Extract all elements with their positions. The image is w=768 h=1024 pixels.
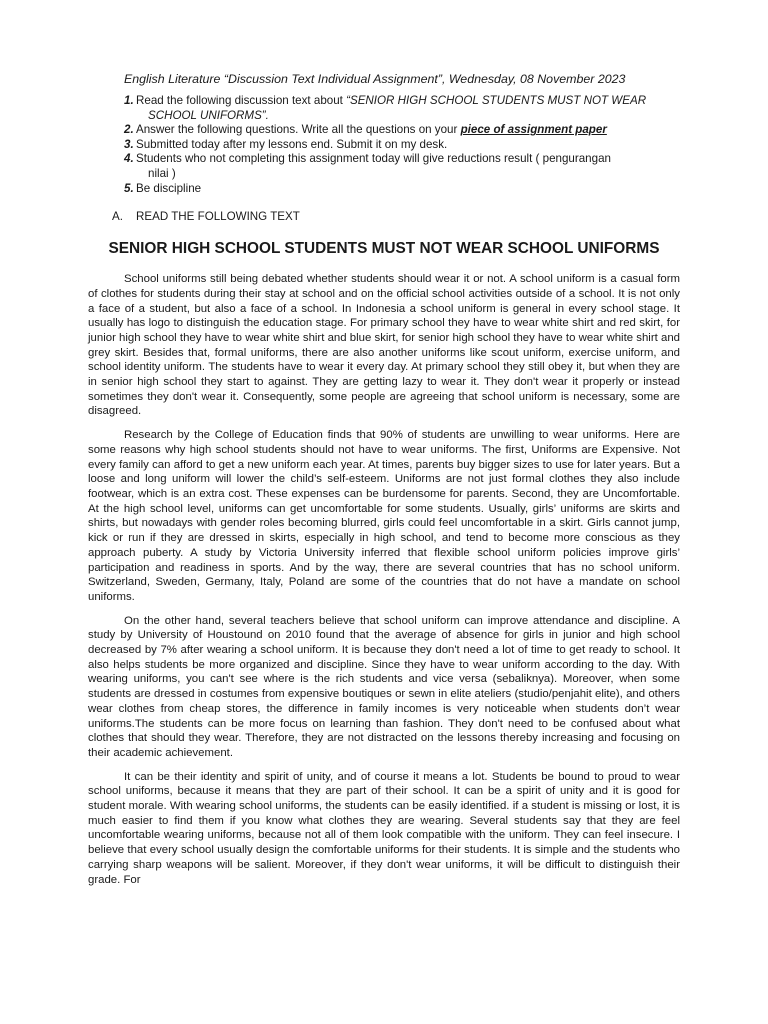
- instruction-number-5: 5.: [124, 181, 134, 195]
- instruction-item-3: [124, 138, 680, 153]
- paragraph-1: School uniforms still being debated whether students should wear it or not. A school uniform is a casual form of clothes for students during their stay at school and on the official school activities outside of a school. It is not only a face of a student, but also a face of a school. In Indonesia a school uniform is general in every school stage. It usually has logo to distinguish the education stage. For primary school they have to wear white shirt and red skirt, for junior high school they have to wear white shirt and blue skirt, for senior high school they have to wear white shirt and grey skirt. Besides that, formal uniforms, there are also another uniforms like scout uniform, exercise uniform, and school identity uniform. The students have to wear it every day. At primary school they still obey it, but when they are in senior high school they start to against. They are getting lazy to wear it. They don't wear it properly or instead sometimes they don't wear it. Consequently, some people are agreeing that school uniform is necessary, some are disagreed.: [88, 273, 680, 418]
- instruction-number-4: 4.: [124, 152, 134, 166]
- instruction-4-continuation: nilai ): [148, 166, 176, 180]
- instruction-1-prefix: Read the following discussion text about: [136, 94, 347, 107]
- assignment-header: English Literature “Discussion Text Individual Assignment”, Wednesday, 08 November 2023: [124, 72, 626, 86]
- instruction-1-title: “SENIOR HIGH SCHOOL STUDENTS MUST NOT WEAR: [346, 94, 647, 107]
- paragraph-3: On the other hand, several teachers believe that school uniform can improve attendance and discipline. A study by University of Houstound on 2010 found that the average of absence for girls in junior and high school decreased by 7% after wearing a school uniform. It is because they don't need a lot of time to get ready to school. It also helps students be more organized and discipline. Since they have to wear uniform according to the day. With wearing uniforms, you can't see where is the rich students and vice versa (sebaliknya). Moreover, when some students are dressed in costumes from expensive boutiques or sewn in elite ateliers (studio/penjahit elite), and others wear clothes from cheap stores, the difference in family incomes is very noticeable when students don’t wear uniforms.The students can be more focus on learning than fashion. They don't need to be confused about what clothes that should they wear. Therefore, they are not distracted on the lessons thereby increasing and focusing on their academic achievement.: [88, 614, 680, 759]
- discussion-text-body: [88, 272, 680, 887]
- instruction-item-4: [124, 152, 680, 181]
- instruction-item-2: [124, 123, 680, 138]
- section-heading: [112, 210, 680, 223]
- instruction-number-1: 1.: [124, 94, 134, 107]
- text-title: SENIOR HIGH SCHOOL STUDENTS MUST NOT WEAR SCHOOL UNIFORMS: [108, 240, 660, 258]
- instruction-list: [88, 94, 680, 196]
- instruction-item-5: [124, 182, 680, 197]
- assignment-paper-emphasis: piece of assignment paper: [460, 123, 607, 137]
- section-letter: A.: [112, 210, 123, 224]
- instruction-item-1: [124, 94, 680, 123]
- instruction-number-3: 3.: [124, 137, 134, 151]
- section-label: READ THE FOLLOWING TEXT: [136, 210, 300, 224]
- instruction-number-2: 2.: [124, 123, 134, 137]
- paragraph-2: Research by the College of Education finds that 90% of students are unwilling to wear uniforms. Here are some reasons why high school students should not have to wear uniforms. The first, Uniforms are Expensive. Not every family can afford to get a new uniform each year. At times, parents buy bigger sizes to use for later years. But a loose and long uniform will lower the child’s self-esteem. Uniforms are not just formal clothes they also include footwear, which is an extra cost. These expenses can be burdensome for parents. Second, they are Uncomfortable. At the high school level, uniforms can get uncomfortable for some students. Usually, girls’ uniforms are skirts and shirts, but nowadays with gender roles becoming blurred, girls could feel uncomfortable in a skirt. Girls cannot jump, kick or run if they are dressed in skirts, especially in high school, and tend to become more conscious as they approach puberty. A study by Victoria University inferred that flexible school uniform policies improve girls’ participation and readiness in sports. And by the way, there are several countries that has no school uniform. Switzerland, Sweden, Germany, Italy, Poland are some of the countries that do not have a mandate on school uniforms.: [88, 429, 680, 603]
- instruction-3-text: Submitted today after my lessons end. Submit it on my desk.: [136, 137, 448, 151]
- instruction-5-text: Be discipline: [136, 181, 202, 195]
- instruction-1-continuation: SCHOOL UNIFORMS”.: [148, 108, 269, 122]
- instruction-2-text: Answer the following questions. Write all the questions on your: [136, 123, 461, 137]
- paragraph-4: It can be their identity and spirit of unity, and of course it means a lot. Students be bound to proud to wear school uniforms, because it means that they are part of their school. It can be a spirit of unity and it is good for student morale. With wearing school uniforms, the students can be easily identified. if a student is missing or lost, it is much easier to find them if you know what clothes they are wearing. Several students say that they are feel uncomfortable wearing uniforms, because not all of them look compatible with the uniform. They can feel insecure. I believe that every school usually design the comfortable uniforms for their students. It is simple and the students who carrying sharp weapons will be salient. Moreover, if they don't wear uniforms, it will be difficult to distinguish their grade. For: [88, 770, 680, 886]
- instruction-4-text: Students who not completing this assignment today will give reductions result ( pengurangan: [136, 152, 611, 166]
